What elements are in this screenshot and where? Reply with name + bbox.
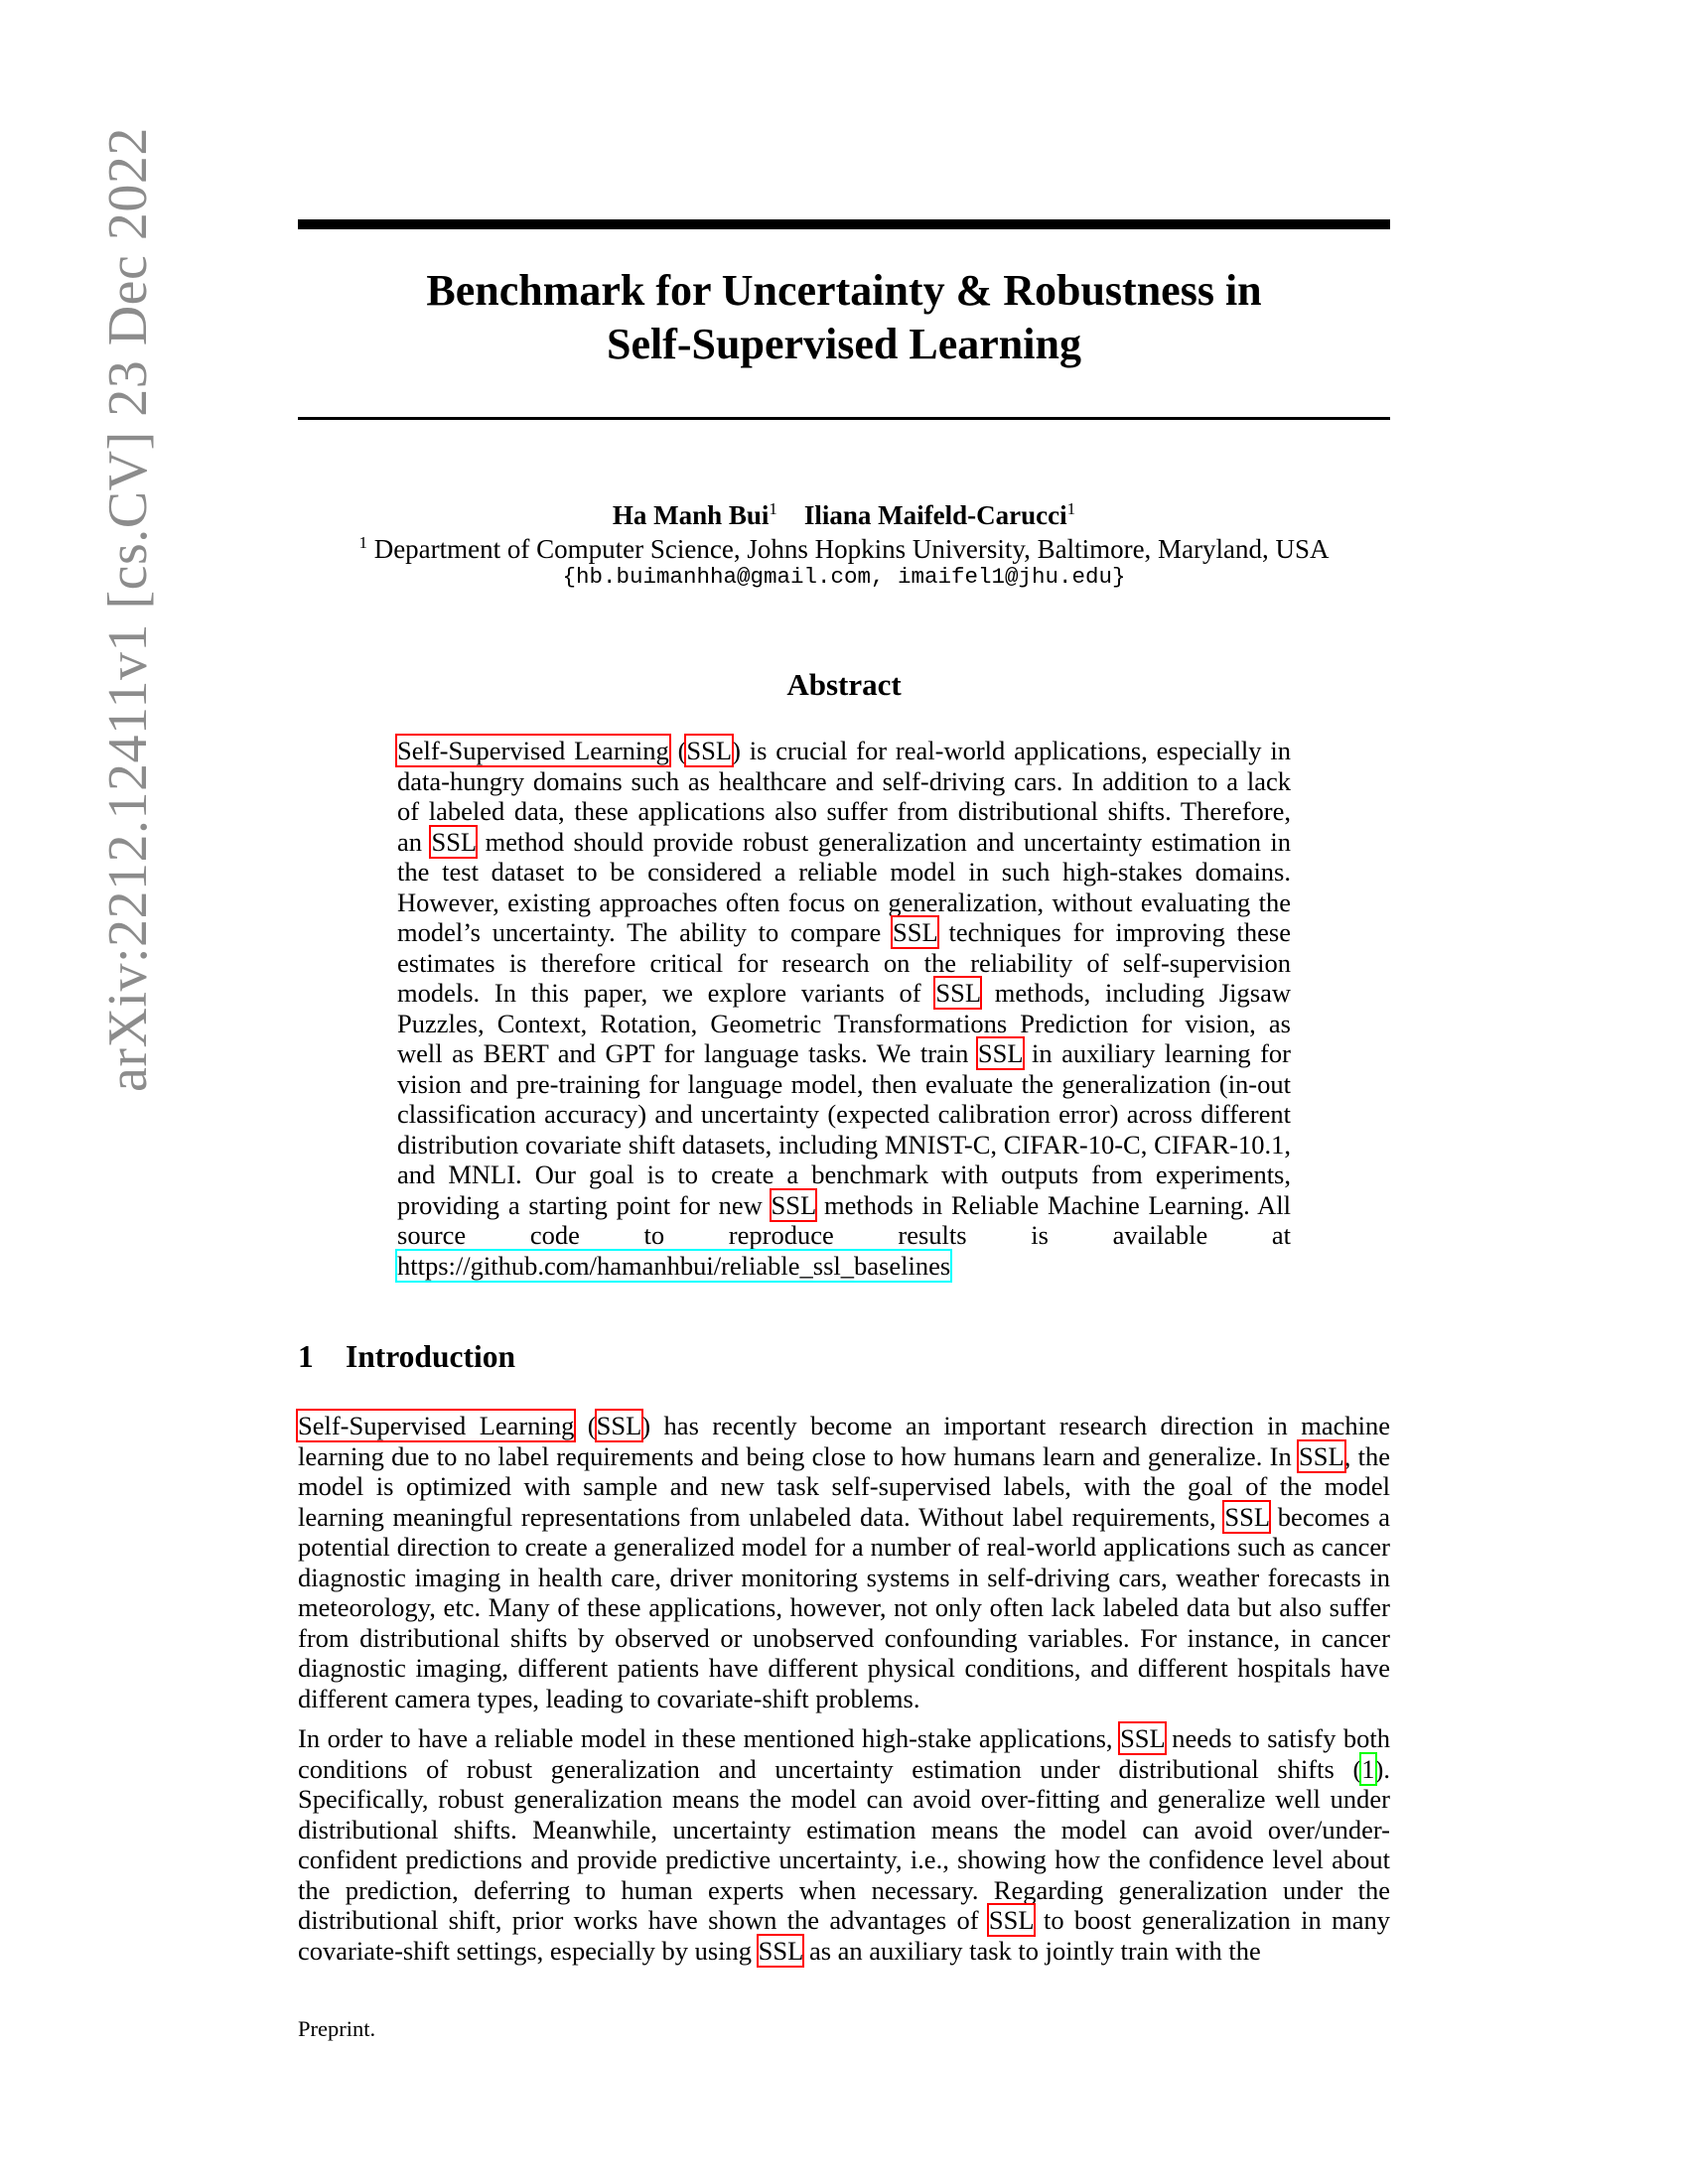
arxiv-identifier-stamp: arXiv:2212.12411v1 [cs.CV] 23 Dec 2022 xyxy=(97,127,159,1092)
abstract-heading: Abstract xyxy=(786,667,902,702)
title-top-rule xyxy=(298,219,1390,229)
abstract-text: methods in Reliable Machine Learning. All source code to reproduce results is available at xyxy=(397,1189,1291,1250)
abstract-text: methods, including Jigsaw Puzzles, Context, Rotation, Geometric Transformations Prediction for vision, as well as BERT and GPT for language tasks. We train xyxy=(397,978,1291,1068)
section-title: Introduction xyxy=(346,1339,515,1374)
acronym-link[interactable]: SSL xyxy=(893,917,937,947)
acronym-link[interactable]: SSL xyxy=(1299,1440,1344,1471)
acronym-link[interactable]: SSL xyxy=(758,1935,803,1966)
abstract-text: is crucial for real-world applications, especially in data-hungry domains such as healthcare and self-driving cars. In addition to a lack of labeled data, these applications also suffer from distributional shifts. Therefore, an xyxy=(397,736,1291,857)
preprint-footer: Preprint. xyxy=(298,2016,376,2041)
abstract-text: techniques for improving these estimates is therefore critical for research on the reliability of self-supervision models. In this paper, we explore variants of xyxy=(397,917,1291,1008)
intro-text: as an auxiliary task to jointly train with the xyxy=(802,1935,1261,1966)
intro-text: has recently become an important research direction in machine learning due to no label requirements and being close to how humans learn and generalize. In xyxy=(298,1411,1390,1471)
intro-paragraph-1: Self-Supervised Learning (SSL) has recently become an important research direction in machine learning due to no label requirements and being close to how humans learn and generalize. In SSL, the model is optimized with sample and new task self-supervised labels, with the goal of the model learning meaningful representations from unlabeled data. Without label requirements, SSL becomes a potential direction to create a generalized model for a number of real-world applications such as cancer diagnostic imaging in health care, driver monitoring systems in self-driving cars, weather forecasts in meteorology, etc. Many of these applications, however, not only often lack labeled data but also suffer from distributional shifts by observed or unobserved confounding variables. For instance, in cancer diagnostic imaging, different patients have different physical conditions, and different hospitals have different camera types, leading to covariate-shift problems. xyxy=(298,1411,1390,1713)
intro-text: becomes a potential direction to create a generalized model for a number of real-world applications such as cancer diagnostic imaging in health care, driver monitoring systems in self-driving cars, weather forecasts in meteorology, etc. Many of these applications, however, not only often lack labeled data but also suffer from distributional shifts by observed or unobserved confounding variables. For instance, in cancer diagnostic imaging, different patients have different physical conditions, and different hospitals have different camera types, leading to covariate-shift problems. xyxy=(298,1501,1390,1713)
intro-text: ). Specifically, robust generalization means the model can avoid over-fitting and generalize well under distributional shifts. Meanwhile, uncertainty estimation means the model can avoid over/under-confident predictions and provide predictive uncertainty, i.e., showing how the confidence level about the prediction, deferring to human experts when necessary. Regarding generalization under the distributional shift, prior works have shown the advantages of xyxy=(298,1753,1390,1935)
acronym-link[interactable]: SSL xyxy=(988,1905,1034,1935)
title-bottom-rule xyxy=(298,417,1390,420)
author-affil-mark: 1 xyxy=(769,499,777,518)
author-name: Ha Manh Bui xyxy=(612,500,770,530)
intro-paragraph-2 xyxy=(298,1723,1390,1966)
intro-text: In order to have a reliable model in these mentioned high-stake applications, xyxy=(298,1723,1121,1753)
acronym-link[interactable]: SSL xyxy=(1224,1501,1270,1532)
source-code-link[interactable]: https://github.com/hamanhbui/reliable_ssl_baselines xyxy=(397,1250,951,1281)
acronym-link[interactable]: SSL xyxy=(977,1038,1023,1068)
section-heading-introduction xyxy=(298,1337,515,1377)
affiliation-text: Department of Computer Science, Johns Hopkins University, Baltimore, Maryland, USA xyxy=(373,534,1330,564)
author-affil-mark: 1 xyxy=(1066,499,1076,518)
affiliation-mark: 1 xyxy=(358,533,367,552)
acronym-link-full[interactable]: Self-Supervised Learning xyxy=(397,736,669,765)
abstract-body: Self-Supervised Learning (SSL) is crucial for real-world applications, especially in data-hungry domains such as healthcare and self-driving cars. In addition to a lack of labeled data, these applications also suffer from distributional shifts. Therefore, an SSL method should provide robust generalization and uncertainty estimation in the test dataset to be considered a reliable model in such high-stakes domains. However, existing approaches often focus on generalization, without evaluating the model’s uncertainty. The ability to compare SSL techniques for improving these estimates is therefore critical for research on the reliability of self-supervision models. In this paper, we explore variants of SSL methods, including Jigsaw Puzzles, Context, Rotation, Geometric Transformations Prediction for vision, as well as BERT and GPT for language tasks. We train SSL in auxiliary learning for vision and pre-training for language model, then evaluate the generalization (in-out classification accuracy) and uncertainty (expected calibration error) across different distribution covariate shift datasets, including MNIST-C, CIFAR-10-C, CIFAR-10.1, and MNLI. Our goal is to create a benchmark with outputs from experiments, providing a starting point for new SSL methods in Reliable Machine Learning. All source code to reproduce results is available at https://github.com/hamanhbui/reliable_ssl_baselines xyxy=(397,736,1291,1281)
section-number: 1 xyxy=(298,1339,314,1374)
acronym-link[interactable]: SSL xyxy=(771,1189,816,1220)
abstract-text: method should provide robust generalization and uncertainty estimation in the test dataset to be considered a reliable model in such high-stakes domains. However, existing approaches often focus on generalization, without evaluating the model’s uncertainty. The ability to compare xyxy=(397,826,1291,947)
intro-text: to boost generalization in many covariate-shift settings, especially by using xyxy=(298,1905,1390,1966)
abstract-text: in auxiliary learning for vision and pre-training for language model, then evaluate the generalization (in-out classification accuracy) and uncertainty (expected calibration error) across different distribution covariate shift datasets, including MNIST-C, CIFAR-10-C, CIFAR-10.1, and MNLI. Our goal is to create a benchmark with outputs from experiments, providing a starting point for new xyxy=(397,1038,1291,1220)
paper-title xyxy=(298,264,1390,371)
author-name: Iliana Maifeld-Carucci xyxy=(803,500,1067,530)
title-line-2: Self-Supervised Learning xyxy=(607,320,1081,368)
intro-text: needs to satisfy both conditions of robust generalization and uncertainty estimation under distributional shifts ( xyxy=(298,1723,1390,1784)
acronym-link[interactable]: SSL xyxy=(431,826,477,857)
acronym-link[interactable]: SSL xyxy=(935,978,981,1008)
acronym-link[interactable]: SSL xyxy=(1120,1723,1165,1753)
title-line-1: Benchmark for Uncertainty & Robustness in xyxy=(426,266,1262,315)
intro-text: , the model is optimized with sample and new task self-supervised labels, with the goal of the model learning meaningful representations from unlabeled data. Without label requirements, xyxy=(298,1440,1390,1532)
acronym-link[interactable]: SSL xyxy=(686,736,733,765)
citation-link[interactable]: 1 xyxy=(1361,1753,1375,1784)
author-emails: {hb.buimanhha@gmail.com, imaifel1@jhu.edu} xyxy=(562,564,1126,590)
acronym-link-full[interactable]: Self-Supervised Learning xyxy=(298,1411,575,1440)
acronym-link[interactable]: SSL xyxy=(596,1411,642,1440)
